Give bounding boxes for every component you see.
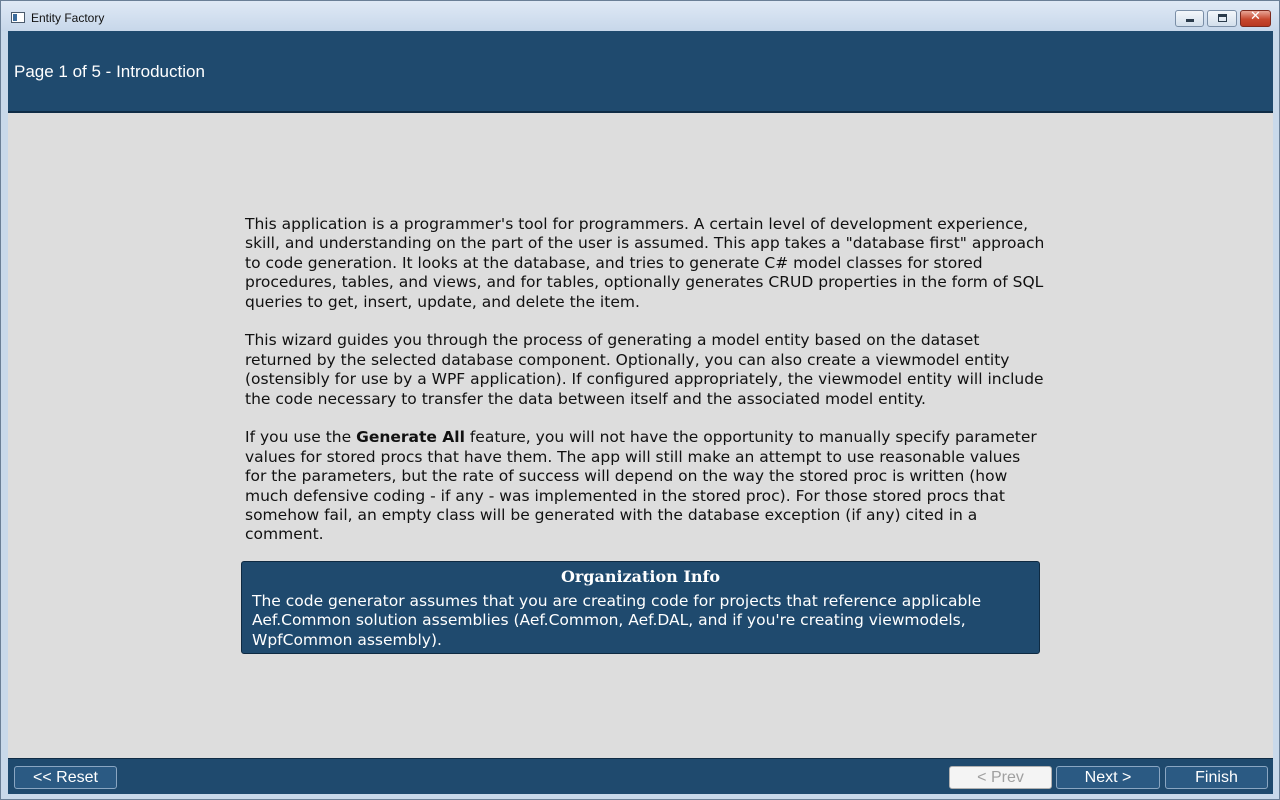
next-button[interactable]: Next > <box>1056 766 1160 789</box>
maximize-icon <box>1218 14 1227 22</box>
close-button[interactable] <box>1240 10 1271 27</box>
wizard-header <box>8 31 1273 113</box>
finish-button[interactable]: Finish <box>1165 766 1268 789</box>
reset-button[interactable]: << Reset <box>14 766 117 789</box>
maximize-button[interactable] <box>1207 10 1237 27</box>
paragraph-3-prefix: If you use the <box>245 428 357 447</box>
intro-text <box>245 215 1045 564</box>
intro-paragraph-1: This application is a programmer's tool for programmers. A certain level of development experience, skill, and understanding on the part of the user is assumed. This app takes a "database first" approach to code generation. It looks at the database, and tries to generate C# model classes for stored procedures, tables, and views, and for tables, optionally generates CRUD properties in the form of SQL queries to get, insert, update, and delete the item. <box>245 215 1045 311</box>
app-window-icon <box>11 12 25 23</box>
prev-button[interactable]: < Prev <box>949 766 1052 789</box>
minimize-button[interactable] <box>1175 10 1204 27</box>
wizard-footer <box>8 758 1273 794</box>
info-box-body: The code generator assumes that you are creating code for projects that reference applicable Aef.Common solution assemblies (Aef.Common, Aef.DAL, and if you're creating viewmodels, WpfCommon assembly). <box>252 592 982 649</box>
organization-info-box <box>241 561 1040 654</box>
generate-all-emphasis: Generate All <box>356 428 465 447</box>
wizard-content <box>8 113 1273 758</box>
title-bar[interactable] <box>1 1 1279 31</box>
info-box-title: Organization Info <box>560 567 721 586</box>
intro-paragraph-3 <box>245 428 1045 544</box>
minimize-icon <box>1186 19 1194 22</box>
close-icon: ✕ <box>1250 9 1261 24</box>
paragraph-3-suffix: feature, you will not have the opportunity to manually specify parameter values for stored procs that have them. The app will still make an attempt to use reasonable values for the parameters, but the rate of success will depend on the way the stored proc is written (how much defensive coding - if any - was implemented in the stored proc). For those stored procs that somehow fail, an empty class will be generated with the database exception (if any) cited in a comment. <box>245 428 1037 544</box>
intro-paragraph-2: This wizard guides you through the process of generating a model entity based on the dataset returned by the selected database component. Optionally, you can also create a viewmodel entity (ostensibly for use by a WPF application). If configured appropriately, the viewmodel entity will include the code necessary to transfer the data between itself and the associated model entity. <box>245 331 1044 408</box>
window-title: Entity Factory <box>31 11 105 25</box>
page-title: Page 1 of 5 - Introduction <box>14 62 205 81</box>
